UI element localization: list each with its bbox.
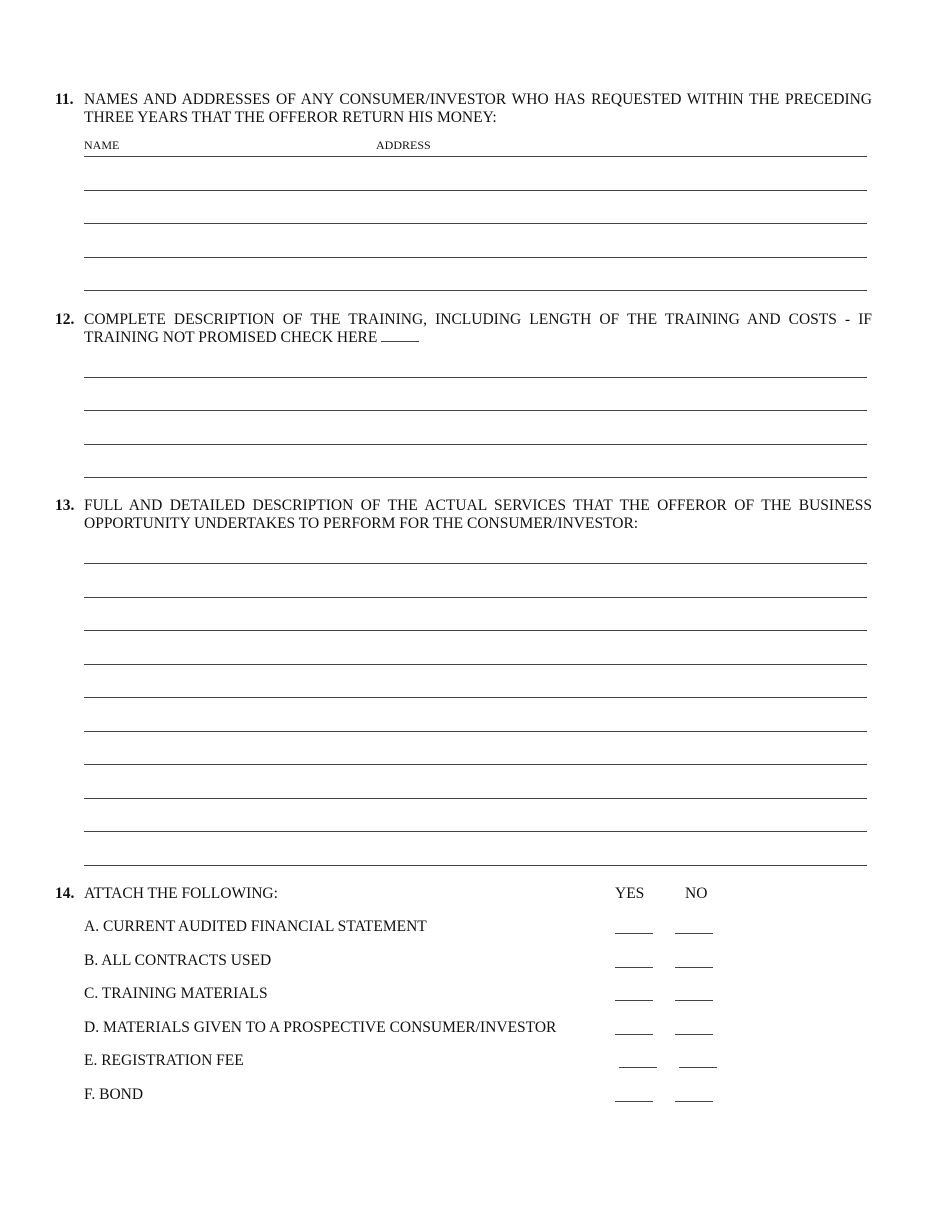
answer-line[interactable] [84, 831, 867, 832]
attachment-item-financial-statement: A. CURRENT AUDITED FINANCIAL STATEMENT [84, 918, 427, 935]
question-text: FULL AND DETAILED DESCRIPTION OF THE ACTUAL SERVICES THAT THE OFFEROR OF THE BUSINESS OPPORTUNITY UNDERTAKES TO PERFORM FOR THE CONSUMER/INVESTOR: [84, 497, 872, 532]
no-blank[interactable] [675, 1000, 713, 1001]
no-blank[interactable] [675, 1034, 713, 1035]
yes-blank[interactable] [615, 967, 653, 968]
attachment-item-contracts: B. ALL CONTRACTS USED [84, 952, 272, 969]
training-not-promised-checkbox[interactable] [381, 329, 419, 342]
no-column-header: NO [685, 885, 708, 902]
no-blank[interactable] [679, 1067, 717, 1068]
no-blank[interactable] [675, 1101, 713, 1102]
question-text: NAMES AND ADDRESSES OF ANY CONSUMER/INVESTOR WHO HAS REQUESTED WITHIN THE PRECEDING THREE YEARS THAT THE OFFEROR RETURN HIS MONEY: [84, 91, 872, 126]
answer-line[interactable] [84, 444, 867, 445]
answer-line[interactable] [84, 630, 867, 631]
no-blank[interactable] [675, 967, 713, 968]
yes-blank[interactable] [619, 1067, 657, 1068]
question-text: ATTACH THE FOLLOWING: [84, 885, 278, 902]
answer-line[interactable] [84, 697, 867, 698]
question-text-content: COMPLETE DESCRIPTION OF THE TRAINING, INCLUDING LENGTH OF THE TRAINING AND COSTS - IF TRAINING NOT PROMISED CHECK HERE [84, 311, 872, 346]
question-number: 11. [55, 91, 74, 108]
yes-blank[interactable] [615, 1101, 653, 1102]
answer-line[interactable] [84, 377, 867, 378]
name-column-header: NAME [84, 138, 120, 152]
question-number: 14. [55, 885, 75, 902]
answer-line[interactable] [84, 865, 867, 866]
yes-blank[interactable] [615, 933, 653, 934]
question-number: 13. [55, 497, 75, 514]
yes-column-header: YES [615, 885, 645, 902]
answer-line[interactable] [84, 190, 867, 191]
answer-line[interactable] [84, 156, 867, 157]
attachment-item-registration-fee: E. REGISTRATION FEE [84, 1052, 244, 1069]
attachment-item-bond: F. BOND [84, 1086, 144, 1103]
answer-line[interactable] [84, 731, 867, 732]
address-column-header: ADDRESS [376, 138, 431, 152]
yes-blank[interactable] [615, 1000, 653, 1001]
answer-line[interactable] [84, 764, 867, 765]
answer-line[interactable] [84, 597, 867, 598]
answer-line[interactable] [84, 290, 867, 291]
answer-line[interactable] [84, 664, 867, 665]
attachment-item-training-materials: C. TRAINING MATERIALS [84, 985, 268, 1002]
question-number: 12. [55, 311, 75, 328]
attachment-item-prospective-materials: D. MATERIALS GIVEN TO A PROSPECTIVE CONSUMER/INVESTOR [84, 1019, 557, 1036]
answer-line[interactable] [84, 410, 867, 411]
answer-line[interactable] [84, 257, 867, 258]
yes-blank[interactable] [615, 1034, 653, 1035]
answer-line[interactable] [84, 223, 867, 224]
no-blank[interactable] [675, 933, 713, 934]
answer-line[interactable] [84, 798, 867, 799]
answer-line[interactable] [84, 477, 867, 478]
answer-line[interactable] [84, 563, 867, 564]
question-text [84, 311, 872, 347]
